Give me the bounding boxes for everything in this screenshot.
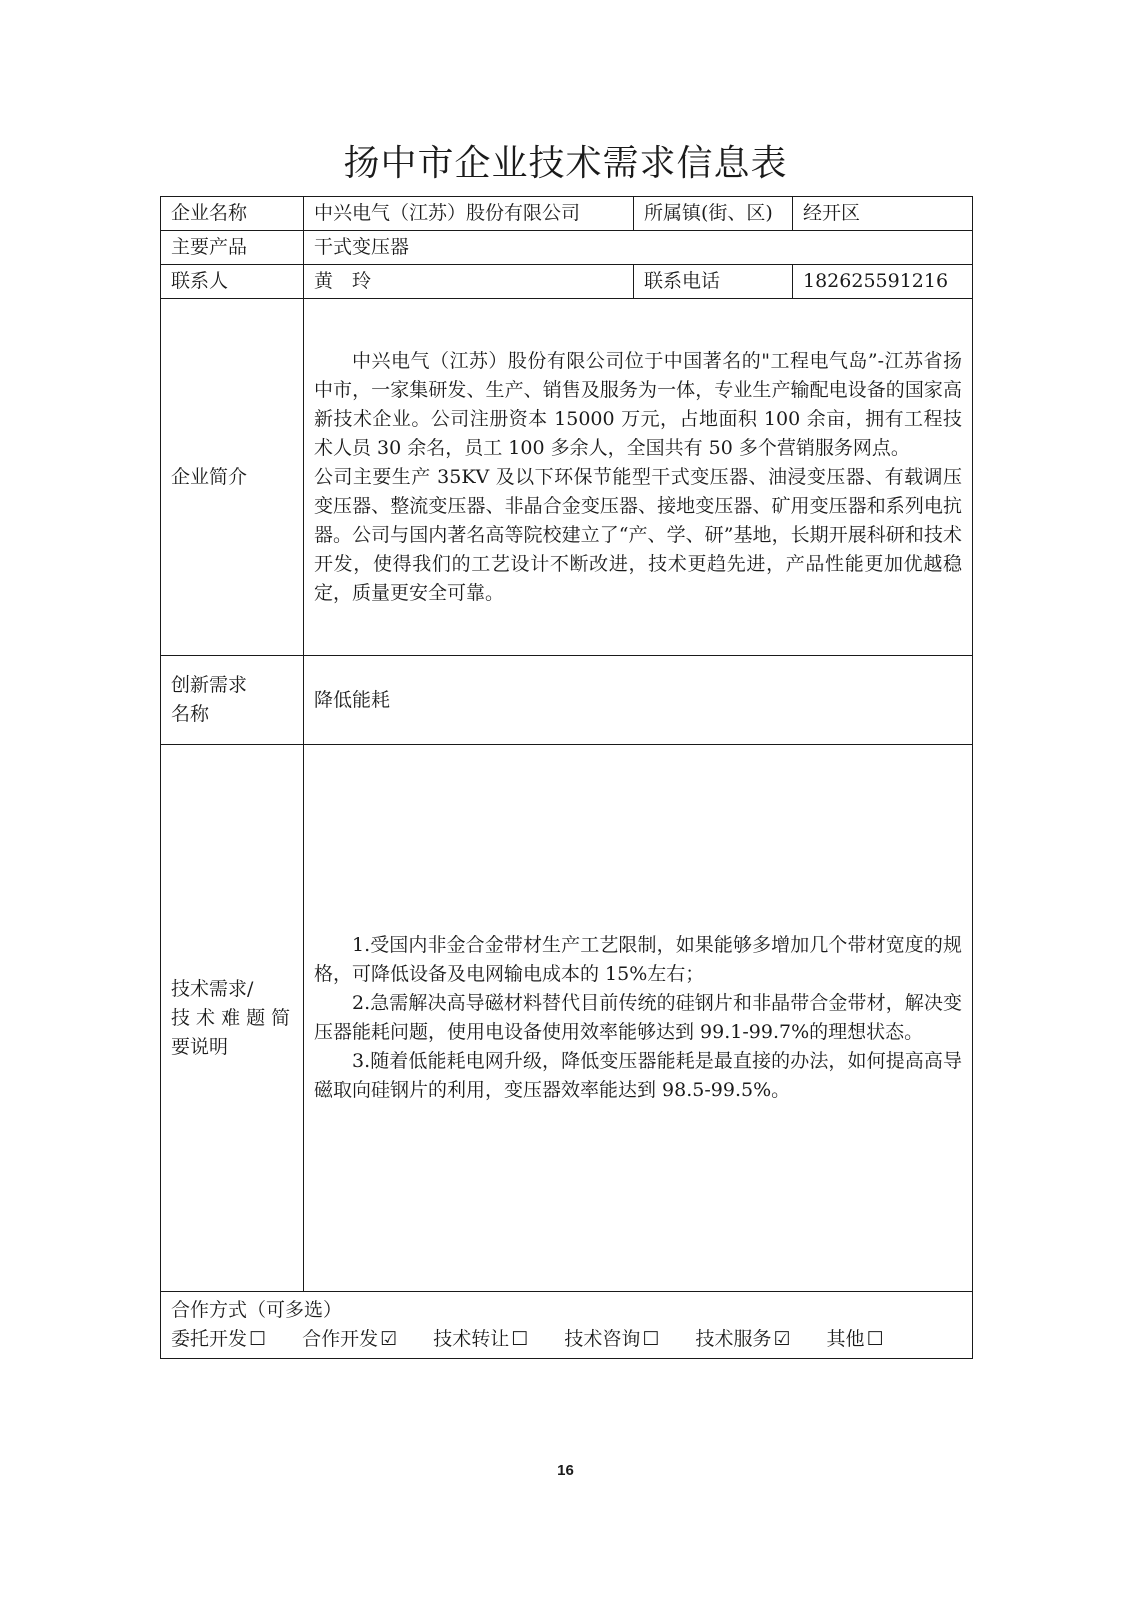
coop-option-label: 技术咨询 (564, 1328, 641, 1350)
coop-option-other (827, 1325, 884, 1354)
intro-paragraph: 公司主要生产 35KV 及以下环保节能型干式变压器、油浸变压器、有载调压变压器、整流变压器、非晶合金变压器、接地变压器、矿用变压器和系列电抗器。公司与国内著名高等院校建立了“产、学、研”基地，长期开展科研和技术开发，使得我们的工艺设计不断改进，技术更趋先进，产品性能更加优越稳定，质量更安全可靠。 (314, 465, 962, 604)
coop-option-service (695, 1325, 790, 1354)
checkbox-checked-icon: ☑ (380, 1328, 398, 1350)
coop-options (171, 1325, 962, 1354)
checkbox-icon: ☐ (511, 1328, 529, 1350)
row-intro (161, 299, 973, 656)
need-name-value: 降低能耗 (304, 656, 973, 745)
coop-option-label: 其他 (826, 1328, 865, 1350)
tech-item: 2.急需解决高导磁材料替代目前传统的硅钢片和非晶带合金带材，解决变压器能耗问题，使用电设备使用效率能够达到 99.1-99.7%的理想状态。 (314, 992, 962, 1043)
tech-demand-table (160, 196, 973, 1359)
row-company (161, 197, 973, 231)
intro-label: 企业简介 (161, 299, 304, 656)
page-title: 扬中市企业技术需求信息表 (343, 143, 788, 184)
company-name-label: 企业名称 (161, 197, 304, 231)
need-label-line: 名称 (171, 703, 210, 725)
checkbox-icon: ☐ (249, 1328, 267, 1350)
intro-paragraph: 中兴电气（江苏）股份有限公司位于中国著名的"工程电气岛”-江苏省扬中市，一家集研发、生产、销售及服务为一体，专业生产输配电设备的国家高新技术企业。公司注册资本 15000 万元，占地面积 100 余亩，拥有工程技术人员 30 余名，员工 100 多余人，全国共有 50 多个营销服务网点。 (314, 349, 962, 459)
coop-option-label: 技术服务 (695, 1328, 772, 1350)
checkbox-icon: ☐ (866, 1328, 884, 1350)
checkbox-checked-icon: ☑ (773, 1328, 791, 1350)
coop-option-label: 技术转让 (433, 1328, 510, 1350)
tech-label-line: 技 术 难 题 简 (171, 1006, 291, 1029)
row-product (161, 231, 973, 265)
row-need (161, 656, 973, 745)
contact-label: 联系人 (161, 265, 304, 299)
coop-option-commissioned (171, 1325, 266, 1354)
intro-content (304, 299, 973, 656)
tech-item: 1.受国内非金合金带材生产工艺限制，如果能够多增加几个带材宽度的规格，可降低设备及电网输电成本的 15%左右； (314, 934, 962, 985)
coop-option-transfer (433, 1325, 528, 1354)
need-label (161, 656, 304, 745)
town-value: 经开区 (793, 197, 973, 231)
row-coop (161, 1292, 973, 1359)
product-label: 主要产品 (161, 231, 304, 265)
tech-label-line: 要说明 (171, 1035, 229, 1058)
coop-cell (161, 1292, 973, 1359)
need-label-line: 创新需求 (171, 674, 248, 696)
coop-option-label: 合作开发 (302, 1328, 379, 1350)
row-tech (161, 745, 973, 1292)
checkbox-icon: ☐ (642, 1328, 660, 1350)
row-contact (161, 265, 973, 299)
tech-label (161, 745, 304, 1292)
contact-value: 黄 玲 (304, 265, 634, 299)
coop-label: 合作方式（可多选） (171, 1299, 343, 1321)
page-number: 16 (557, 1462, 574, 1479)
company-name-value: 中兴电气（江苏）股份有限公司 (304, 197, 634, 231)
tech-item: 3.随着低能耗电网升级，降低变压器能耗是最直接的办法，如何提高高导磁取向硅钢片的利用，变压器效率能达到 98.5-99.5%。 (314, 1050, 962, 1101)
phone-value: 182625591216 (793, 265, 973, 299)
coop-option-label: 委托开发 (171, 1328, 248, 1350)
tech-content (304, 745, 973, 1292)
town-label: 所属镇(街、区) (634, 197, 793, 231)
coop-option-joint (302, 1325, 397, 1354)
product-value: 干式变压器 (304, 231, 973, 265)
coop-option-consulting (564, 1325, 659, 1354)
phone-label: 联系电话 (634, 265, 793, 299)
tech-label-line: 技术需求/ (171, 977, 254, 1000)
